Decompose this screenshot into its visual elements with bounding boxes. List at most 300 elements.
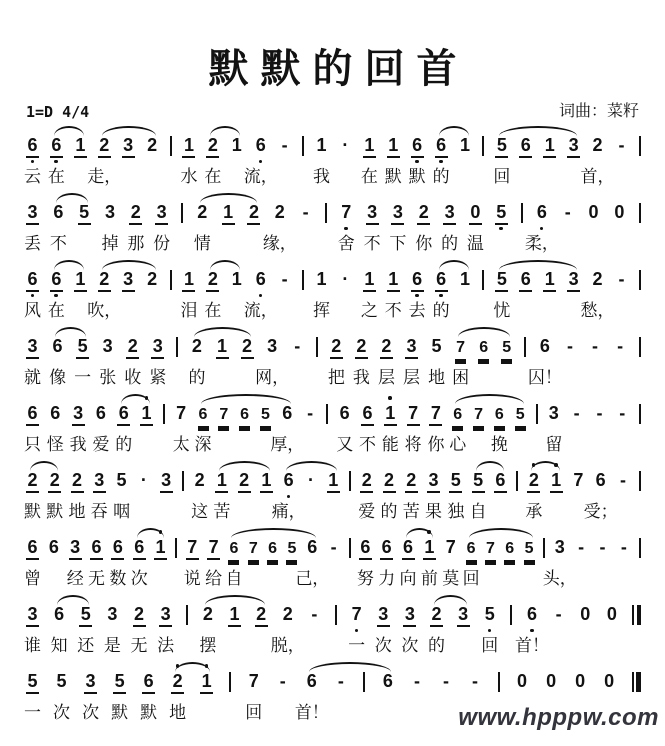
- note-token: 3 就: [24, 336, 41, 387]
- note-token: 5 还: [77, 604, 95, 655]
- lyric-syllable: 下: [389, 234, 407, 253]
- score: [0, 121, 665, 728]
- note-token: 6 努: [356, 537, 374, 588]
- slur-arc: [201, 394, 291, 404]
- lyric-syllable: 在: [204, 167, 222, 186]
- lyric-syllable: 回: [493, 167, 511, 186]
- slur-arc: [30, 461, 58, 471]
- slur-arc: [200, 193, 257, 203]
- lyric-syllable: 承: [525, 502, 543, 521]
- rest-note: 0: [575, 671, 586, 691]
- lyric-syllable: 的: [441, 234, 459, 253]
- note-token: 3: [568, 269, 579, 289]
- lyric-syllable: 不: [384, 301, 402, 320]
- note-token: 3: [123, 269, 134, 289]
- lyric-syllable: 忧: [493, 301, 511, 320]
- bar-line: [182, 469, 184, 491]
- note-token: 3 次: [374, 604, 392, 655]
- lyric-syllable: 不: [363, 234, 381, 253]
- note-token: 2 吹，: [87, 269, 122, 320]
- bar-line: [543, 536, 545, 558]
- bar-line: [186, 603, 188, 625]
- bar-line: [482, 268, 484, 290]
- bar-line: [639, 469, 641, 491]
- note-token: 6 囚！: [527, 336, 562, 387]
- note-token: 3: [161, 470, 172, 490]
- dash-extension: -: [442, 671, 449, 691]
- note-token: 6 自: [225, 540, 243, 588]
- lyric-syllable: 份: [153, 234, 171, 253]
- note-token: 6 在: [47, 269, 65, 320]
- note-token: 3 经: [66, 537, 84, 588]
- slur-arc: [455, 394, 524, 404]
- lyric-syllable: 愁，: [580, 301, 615, 320]
- lyric-syllable: 层: [403, 368, 420, 387]
- lyric-syllable: 向: [399, 569, 417, 588]
- bar-line: [176, 335, 178, 357]
- lyric-syllable: 风: [24, 301, 41, 320]
- augmentation-dot: ·: [307, 470, 314, 490]
- lyric-syllable: 水: [180, 167, 198, 186]
- score-system: [26, 259, 641, 326]
- note-token: 6 云: [24, 135, 41, 186]
- lyric-syllable: 不: [49, 234, 67, 253]
- slur-arc: [439, 126, 469, 136]
- note-token: 1: [460, 269, 471, 289]
- slur-arc: [434, 595, 467, 605]
- lyric-syllable: 谁: [24, 636, 41, 655]
- score-system: [26, 460, 641, 527]
- lyric-syllable: 己，: [295, 569, 330, 588]
- note-token: 1 之: [360, 269, 378, 320]
- lyric-syllable: 挥: [312, 301, 330, 320]
- lyric-syllable: 舍: [337, 234, 355, 253]
- dash-extension: -: [281, 135, 288, 155]
- augmentation-dot: ·: [342, 269, 349, 289]
- rest-note: 0: [588, 202, 599, 222]
- note-token: 1 在: [360, 135, 378, 186]
- lyric-syllable: 囚！: [527, 368, 562, 387]
- note-token: 6 己，: [295, 537, 330, 588]
- score-system: [26, 594, 641, 661]
- lyric-syllable: 默: [111, 703, 129, 722]
- bar-line: [639, 536, 641, 558]
- bar-line: [498, 670, 500, 692]
- score-system: [26, 527, 641, 594]
- dash-extension: -: [330, 537, 337, 557]
- note-token: 3 份: [153, 202, 171, 253]
- lyric-syllable: 把: [327, 368, 345, 387]
- lyric-syllable: 受；: [583, 502, 618, 521]
- note-token: 1: [155, 537, 166, 557]
- dash-extension: -: [618, 135, 625, 155]
- rest-note: 0 温: [466, 202, 484, 253]
- lyric-syllable: 柔，: [524, 234, 559, 253]
- note-token: 7 回: [245, 671, 263, 722]
- note-token: 6 回: [462, 540, 480, 588]
- slur-arc: [219, 461, 270, 471]
- lyric-syllable: 泪: [180, 301, 198, 320]
- note-token: 3 谁: [24, 604, 41, 655]
- bar-line: [536, 402, 538, 424]
- dash-extension: -: [564, 202, 571, 222]
- note-token: 7 你: [427, 403, 445, 454]
- lyric-syllable: 你: [427, 435, 445, 454]
- bar-line: [639, 335, 641, 357]
- bar-line: [516, 469, 518, 491]
- note-token: 3 丢: [24, 202, 41, 253]
- lyric-syllable: 这: [191, 502, 209, 521]
- bar-line: [510, 603, 512, 625]
- note-token: 6 痛，: [271, 470, 306, 521]
- note-token: 2: [256, 604, 267, 624]
- note-token: 2 默: [46, 470, 64, 521]
- lyric-syllable: 无: [88, 569, 106, 588]
- note-token: 6 柔，: [524, 202, 559, 253]
- slur-arc: [56, 193, 88, 203]
- lyric-syllable: 回: [462, 569, 480, 588]
- bar-line: [363, 670, 365, 692]
- lyric-syllable: 张: [99, 368, 117, 387]
- note-token: 3 是: [103, 604, 121, 655]
- lyric-syllable: 头，: [542, 569, 577, 588]
- dash-extension: -: [566, 336, 573, 356]
- lyric-syllable: 苦: [213, 502, 231, 521]
- lyric-syllable: 次: [130, 569, 148, 588]
- dash-extension: -: [472, 671, 478, 691]
- note-token: 6 不: [49, 202, 67, 253]
- note-token: 1 不: [384, 269, 402, 320]
- note-token: 1: [75, 135, 86, 155]
- note-token: 1 前: [420, 537, 438, 588]
- note-token: 6 的: [115, 403, 133, 454]
- lyric-syllable: 在: [360, 167, 378, 186]
- lyric-syllable: 留: [545, 435, 563, 454]
- dash-extension: -: [618, 269, 625, 289]
- lyric-syllable: 厚，: [270, 435, 305, 454]
- note-token: 3 紧: [149, 336, 167, 387]
- dash-extension: -: [337, 671, 344, 691]
- bar-line: [181, 201, 183, 223]
- lyric-syllable: 地: [68, 502, 86, 521]
- dash-extension: -: [302, 202, 309, 222]
- note-token: 7: [573, 470, 584, 490]
- note-token: 6 的: [432, 135, 450, 186]
- lyric-syllable: 吹，: [87, 301, 122, 320]
- note-token: 2 那: [127, 202, 145, 253]
- dash-extension: -: [578, 537, 585, 557]
- note-token: 2 缘，: [262, 202, 297, 253]
- dash-extension: -: [294, 336, 301, 356]
- lyric-syllable: 默: [46, 502, 64, 521]
- rest-note: 0: [546, 671, 557, 691]
- lyric-syllable: 困: [452, 368, 470, 387]
- note-token: 6 向: [399, 537, 417, 588]
- lyric-syllable: 说: [183, 569, 201, 588]
- note-token: 2 走，: [87, 135, 122, 186]
- note-token: 6: [382, 671, 393, 691]
- lyric-syllable: 地: [428, 368, 446, 387]
- note-token: 6 知: [50, 604, 68, 655]
- note-token: 6: [504, 536, 515, 558]
- note-token: 1 泪: [180, 269, 198, 320]
- note-token: 5: [501, 335, 512, 357]
- lyric-syllable: 去: [408, 301, 426, 320]
- slur-arc: [102, 260, 156, 270]
- watermark: www.hpppw.com: [458, 704, 659, 731]
- lyric-syllable: 脱，: [270, 636, 305, 655]
- lyric-syllable: 的: [432, 167, 450, 186]
- note-token: 2 愁，: [580, 269, 615, 320]
- note-token: 2 无: [130, 604, 148, 655]
- note-token: 1: [216, 336, 227, 356]
- note-token: 7: [218, 402, 229, 424]
- note-token: 5 回: [481, 604, 499, 655]
- lyric-syllable: 的: [428, 636, 445, 655]
- note-token: 7 将: [404, 403, 422, 454]
- slur-arc: [210, 260, 240, 270]
- lyric-syllable: 默: [140, 703, 158, 722]
- dash-extension: -: [596, 403, 603, 423]
- slur-arc: [175, 662, 210, 672]
- augmentation-dot: ·: [140, 470, 147, 490]
- note-token: 7 给: [205, 537, 223, 588]
- lyric-syllable: 层: [377, 368, 395, 387]
- dash-extension: -: [619, 403, 626, 423]
- lyric-syllable: 数: [109, 569, 127, 588]
- note-token: 3 的: [441, 202, 459, 253]
- note-token: 6 爱: [92, 403, 110, 454]
- lyric-syllable: 摆: [199, 636, 217, 655]
- meta-row: [0, 92, 665, 121]
- lyric-syllable: 是: [103, 636, 121, 655]
- note-token: 7: [485, 536, 496, 558]
- composer-credit: 词曲：菜籽: [558, 103, 639, 120]
- bar-line: [302, 268, 304, 290]
- slur-arc: [286, 461, 337, 471]
- note-token: 1: [223, 202, 234, 222]
- note-token: 6 次: [130, 537, 148, 588]
- slur-arc: [194, 327, 251, 337]
- note-token: 1 挥: [312, 269, 330, 320]
- note-token: 7 莫: [442, 537, 460, 588]
- slur-arc: [57, 595, 89, 605]
- note-token: 2: [147, 269, 158, 289]
- note-token: 1: [75, 269, 86, 289]
- slur-arc: [439, 260, 469, 270]
- note-token: 5 咽: [113, 470, 131, 521]
- note-token: 3 网，: [255, 336, 290, 387]
- lyric-syllable: 爱: [92, 435, 110, 454]
- note-token: 6 去: [408, 269, 426, 320]
- lyric-syllable: 爱: [358, 502, 376, 521]
- lyric-syllable: 力: [378, 569, 396, 588]
- note-token: 2 把: [327, 336, 345, 387]
- bar-line: [639, 134, 641, 156]
- note-token: 6: [520, 135, 531, 155]
- bar-line: [639, 268, 641, 290]
- score-system: [26, 125, 641, 192]
- note-token: 6 首！: [515, 604, 549, 655]
- note-token: 7 一: [348, 604, 366, 655]
- lyric-syllable: 紧: [149, 368, 167, 387]
- note-token: 1: [328, 470, 339, 490]
- dash-extension: -: [599, 537, 606, 557]
- note-token: 6 不: [359, 403, 376, 454]
- lyric-syllable: 独: [447, 502, 465, 521]
- dash-extension: -: [413, 671, 420, 691]
- note-token: 6 厚，: [270, 403, 305, 454]
- lyric-syllable: 回: [481, 636, 499, 655]
- lyric-syllable: 在: [47, 301, 65, 320]
- note-token: 6 默: [140, 671, 158, 722]
- lyric-syllable: 流，: [243, 301, 278, 320]
- note-token: 5 自: [469, 470, 487, 521]
- note-token: 6 曾: [24, 537, 41, 588]
- note-token: 5 一: [74, 336, 92, 387]
- lyric-syllable: 莫: [442, 569, 460, 588]
- lyric-syllable: 你: [415, 234, 433, 253]
- dash-extension: -: [555, 604, 562, 624]
- bar-line: [175, 536, 177, 558]
- lyric-syllable: 一: [24, 703, 41, 722]
- note-token: 2 脱，: [270, 604, 305, 655]
- note-token: 2 的: [188, 336, 206, 387]
- bar-line: [325, 201, 327, 223]
- lyric-syllable: 在: [204, 301, 222, 320]
- lyric-syllable: 自: [469, 502, 487, 521]
- note-token: 2 情: [193, 202, 211, 253]
- note-token: 2 爱: [358, 470, 376, 521]
- lyric-syllable: 默: [24, 502, 41, 521]
- dash-extension: -: [279, 671, 286, 691]
- note-token: 6: [267, 536, 278, 558]
- lyric-syllable: 不: [359, 435, 376, 454]
- lyric-syllable: 在: [47, 167, 65, 186]
- score-system: [26, 326, 641, 393]
- note-token: 1: [261, 470, 272, 490]
- note-token: 2 层: [377, 336, 395, 387]
- note-token: 6: [48, 537, 59, 557]
- bar-line: [349, 469, 351, 491]
- rest-note: 0: [614, 202, 625, 222]
- bar-line: [639, 201, 641, 223]
- lyric-syllable: 之: [360, 301, 378, 320]
- lyric-syllable: 那: [127, 234, 145, 253]
- note-token: 6 默: [408, 135, 426, 186]
- lyric-syllable: 吞: [90, 502, 108, 521]
- note-token: 6: [239, 402, 250, 424]
- note-token: 6 在: [47, 135, 65, 186]
- note-token: 6 力: [378, 537, 396, 588]
- lyric-syllable: 心: [449, 435, 467, 454]
- lyric-syllable: 像: [49, 368, 67, 387]
- bar-line: [521, 201, 523, 223]
- lyric-syllable: 的: [115, 435, 133, 454]
- note-token: 3 下: [389, 202, 407, 253]
- slur-arc: [309, 662, 391, 672]
- key-signature: 1=D 4/4: [26, 103, 90, 121]
- score-system: [26, 393, 641, 460]
- lyric-syllable: 首！: [515, 636, 549, 655]
- note-token: 1 苦: [213, 470, 231, 521]
- lyric-syllable: 还: [77, 636, 95, 655]
- lyric-syllable: 痛，: [271, 502, 306, 521]
- note-token: 3 头，: [542, 537, 577, 588]
- song-title: 默默的回首: [208, 45, 469, 92]
- lyric-syllable: 收: [124, 368, 142, 387]
- final-bar-line: [632, 603, 641, 625]
- note-token: 1: [201, 671, 212, 691]
- bar-line: [170, 134, 172, 156]
- note-token: 3 不: [363, 202, 381, 253]
- note-token: 3: [123, 135, 134, 155]
- note-token: 2 苦: [402, 470, 420, 521]
- note-token: 2 摆: [199, 604, 217, 655]
- note-token: 1: [229, 604, 240, 624]
- dash-extension: -: [311, 604, 318, 624]
- slur-arc: [54, 126, 84, 136]
- lyric-syllable: 果: [425, 502, 443, 521]
- note-token: 1 水: [180, 135, 198, 186]
- note-token: 6: [495, 470, 506, 490]
- bar-line: [524, 335, 526, 357]
- lyric-syllable: 网，: [255, 368, 290, 387]
- note-token: 5: [515, 402, 526, 424]
- lyric-syllable: 只: [24, 435, 41, 454]
- note-token: 2 默: [24, 470, 41, 521]
- lyric-syllable: 将: [404, 435, 422, 454]
- note-token: 6 数: [109, 537, 127, 588]
- note-token: 6 只: [24, 403, 41, 454]
- note-token: 2 收: [124, 336, 142, 387]
- lyric-syllable: 知: [50, 636, 68, 655]
- note-token: 2 地: [169, 671, 187, 722]
- rest-note: 0: [580, 604, 591, 624]
- note-token: 3 我: [69, 403, 87, 454]
- slur-arc: [55, 327, 86, 337]
- note-token: 5: [286, 536, 297, 558]
- slur-arc: [476, 461, 504, 471]
- note-token: 5: [496, 202, 507, 222]
- slur-arc: [231, 528, 316, 538]
- bar-line: [163, 402, 165, 424]
- rest-note: 0: [606, 604, 617, 624]
- lyric-syllable: 云: [24, 167, 41, 186]
- note-token: 2: [239, 470, 250, 490]
- lyric-syllable: 能: [381, 435, 399, 454]
- lyric-syllable: 走，: [87, 167, 122, 186]
- note-token: 1: [231, 269, 242, 289]
- bar-line: [326, 402, 328, 424]
- bar-line: [229, 670, 231, 692]
- bar-line: [349, 536, 351, 558]
- note-token: 5 忧: [493, 269, 511, 320]
- note-token: 1: [141, 403, 152, 423]
- note-token: 1: [460, 135, 471, 155]
- slur-arc: [458, 327, 510, 337]
- lyric-syllable: 一: [74, 368, 92, 387]
- note-token: 5 回: [493, 135, 511, 186]
- lyric-syllable: 挽: [490, 435, 508, 454]
- slur-arc: [102, 126, 156, 136]
- lyric-syllable: 一: [348, 636, 366, 655]
- lyric-syllable: 次: [401, 636, 419, 655]
- lyric-syllable: 自: [225, 569, 243, 588]
- final-bar-line: [632, 670, 641, 692]
- note-token: 2: [147, 135, 158, 155]
- note-token: 7 舍: [337, 202, 355, 253]
